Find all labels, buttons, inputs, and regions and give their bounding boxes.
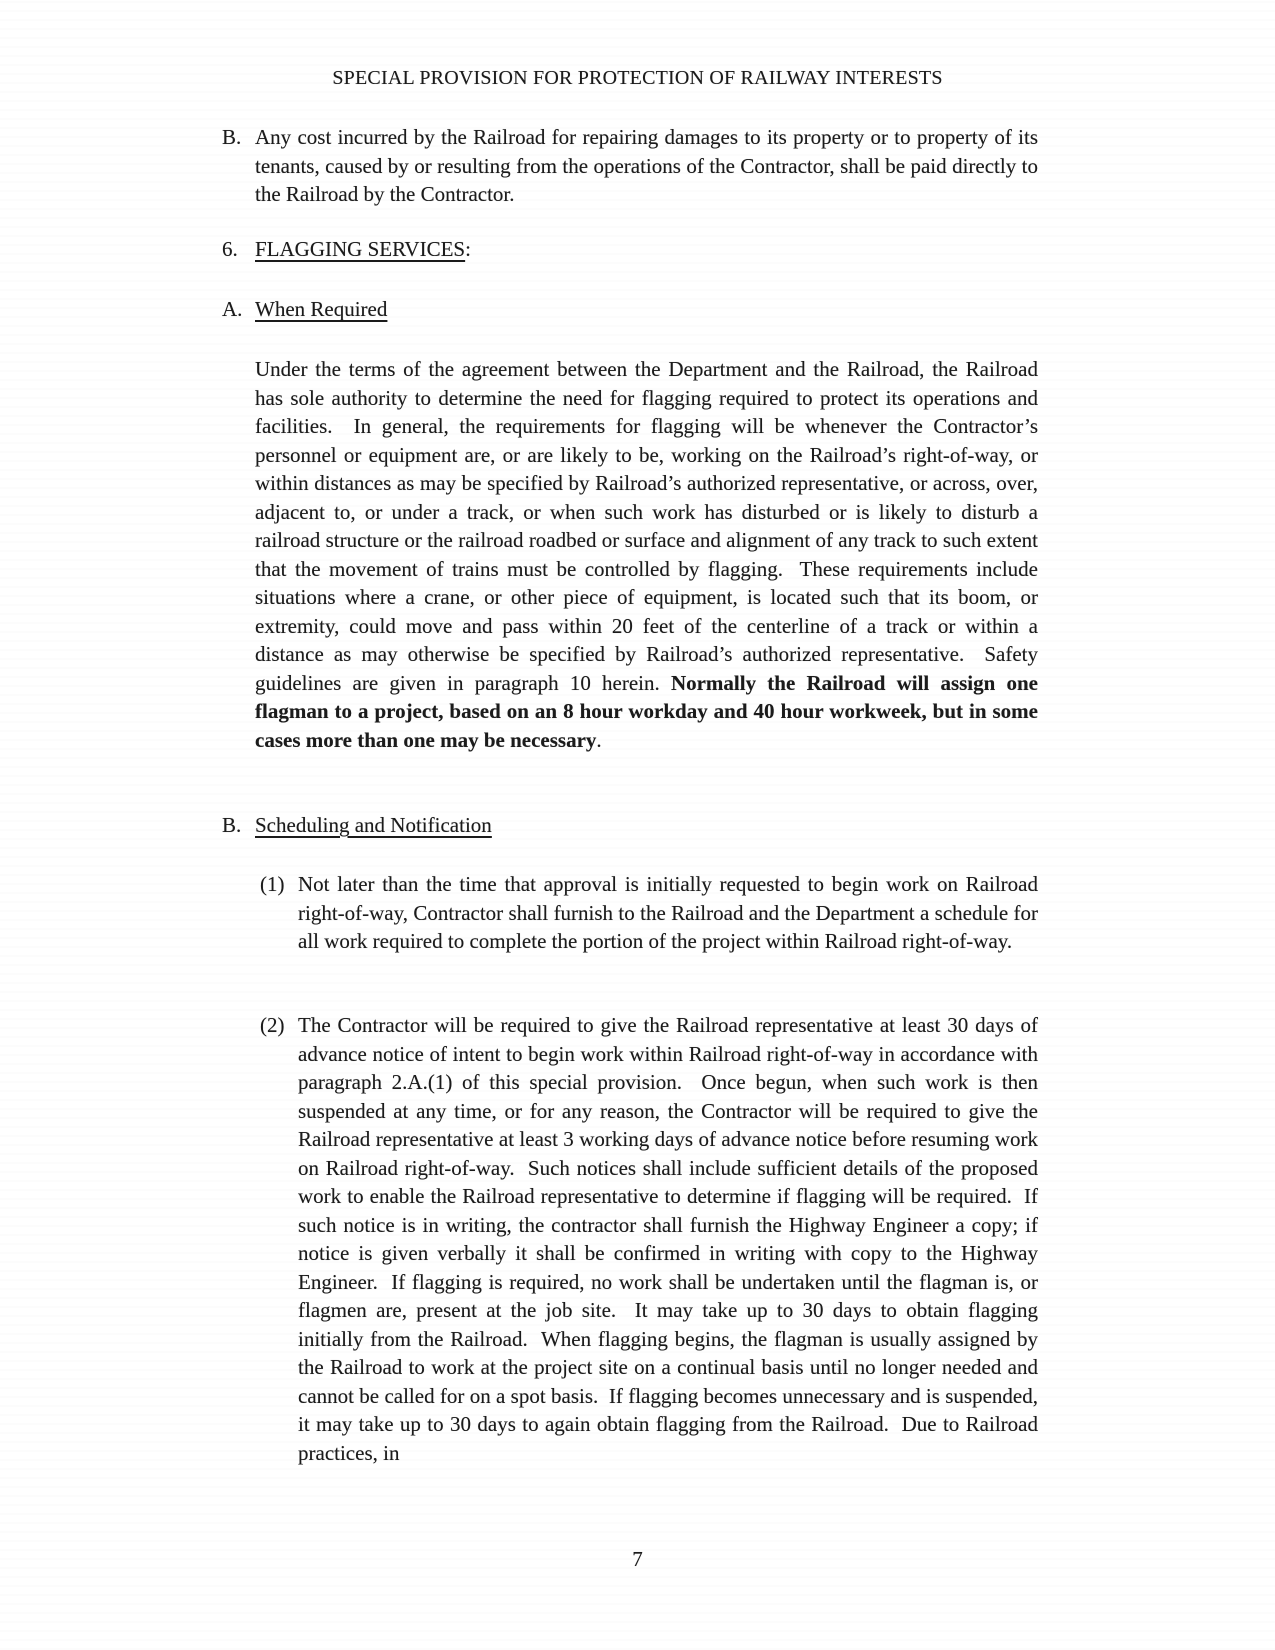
subsection-b-label: B. (222, 813, 242, 837)
section-6-heading (222, 235, 1038, 264)
subsection-a-label: A. (222, 297, 243, 321)
list-item-1 (260, 870, 1044, 956)
subsection-a-title: When Required (255, 297, 388, 321)
document-title: SPECIAL PROVISION FOR PROTECTION OF RAILWAY INTERESTS (332, 67, 943, 89)
section-6-title-wrap (255, 235, 1038, 264)
subsection-b-heading (222, 811, 1038, 840)
subsection-b-title: Scheduling and Notification (255, 813, 492, 837)
subsection-a-body-bold: Normally the Railroad will assign one flagman to a project, based on an 8 hour workday and 40 hour workweek, but in some cases more than one may be necessary (255, 670, 1044, 752)
list-item-2-text: The Contractor will be required to give the Railroad representative at least 30 days of advance notice of intent to begin work within Railroad right-of-way in accordance with paragraph 2.A.(1) of this special provision. Once begun, when such work is then suspended at any time, or for any reason, the Contractor will be required to give the Railroad representative at least 3 working days of advance notice before resuming work on Railroad right-of-way. Such notices shall include sufficient details of the proposed work to enable the Railroad representative to determine if flagging will be required. If such notice is in writing, the contractor shall furnish the Highway Engineer a copy; if notice is given verbally it shall be confirmed in writing with copy to the Highway Engineer. If flagging is required, no work shall be undertaken until the flagman is, or flagmen are, present at the job site. It may take up to 30 days to obtain flagging initially from the Railroad. When flagging begins, the flagman is usually assigned by the Railroad to work at the project site on a continual basis until no longer needed and cannot be called for on a spot basis. If flagging becomes unnecessary and is suspended, it may take up to 30 days to again obtain flagging from the Railroad. Due to Railroad practices, in (298, 1013, 1044, 1465)
clause-b-repair-costs (222, 123, 1044, 209)
page-number: 7 (632, 1547, 643, 1571)
list-item-1-text: Not later than the time that approval is initially requested to begin work on Railroad right-of-way, Contractor shall furnish to the Railroad and the Department a schedule for all work required to complete the portion of the project within Railroad right-of-way. (298, 872, 1044, 953)
section-6-number: 6. (222, 237, 238, 261)
subsection-a-body-regular: Under the terms of the agreement between the Department and the Railroad, the Railroad has sole authority to determine the need for flagging required to protect its operations and facilities. In general, the requirements for flagging will be whenever the Contractor’s personnel or equipment are, or are likely to be, working on the Railroad’s right-of-way, or within distances as may be specified by Railroad’s authorized representative, or across, over, adjacent to, or under a track, or when such work has disturbed or is likely to disturb a railroad structure or the railroad roadbed or surface and alignment of any track to such extent that the movement of trains must be controlled by flagging. These requirements include situations where a crane, or other piece of equipment, is located such that its boom, or extremity, could move and pass within 20 feet of the centerline of a track or within a distance as may otherwise be specified by Railroad’s authorized representative. Safety guidelines are given in paragraph 10 herein. (255, 357, 1044, 695)
section-6-title: FLAGGING SERVICES (255, 237, 466, 261)
list-item-2 (260, 1011, 1044, 1467)
list-item-2-label: (2) (260, 1013, 285, 1037)
subsection-a-body (255, 355, 1044, 754)
subsection-a-heading (222, 295, 1038, 324)
section-6-colon: : (465, 237, 471, 261)
list-item-1-label: (1) (260, 872, 285, 896)
subsection-a-title-wrap (255, 295, 1038, 324)
subsection-b-title-wrap (255, 811, 1038, 840)
subsection-a-body-tail: . (596, 727, 602, 752)
clause-b-text: Any cost incurred by the Railroad for repairing damages to its property or to property of its tenants, caused by or resulting from the operations of the Contractor, shall be paid directly to the Railroad by the Contractor. (255, 125, 1044, 206)
clause-b-label: B. (222, 125, 242, 149)
